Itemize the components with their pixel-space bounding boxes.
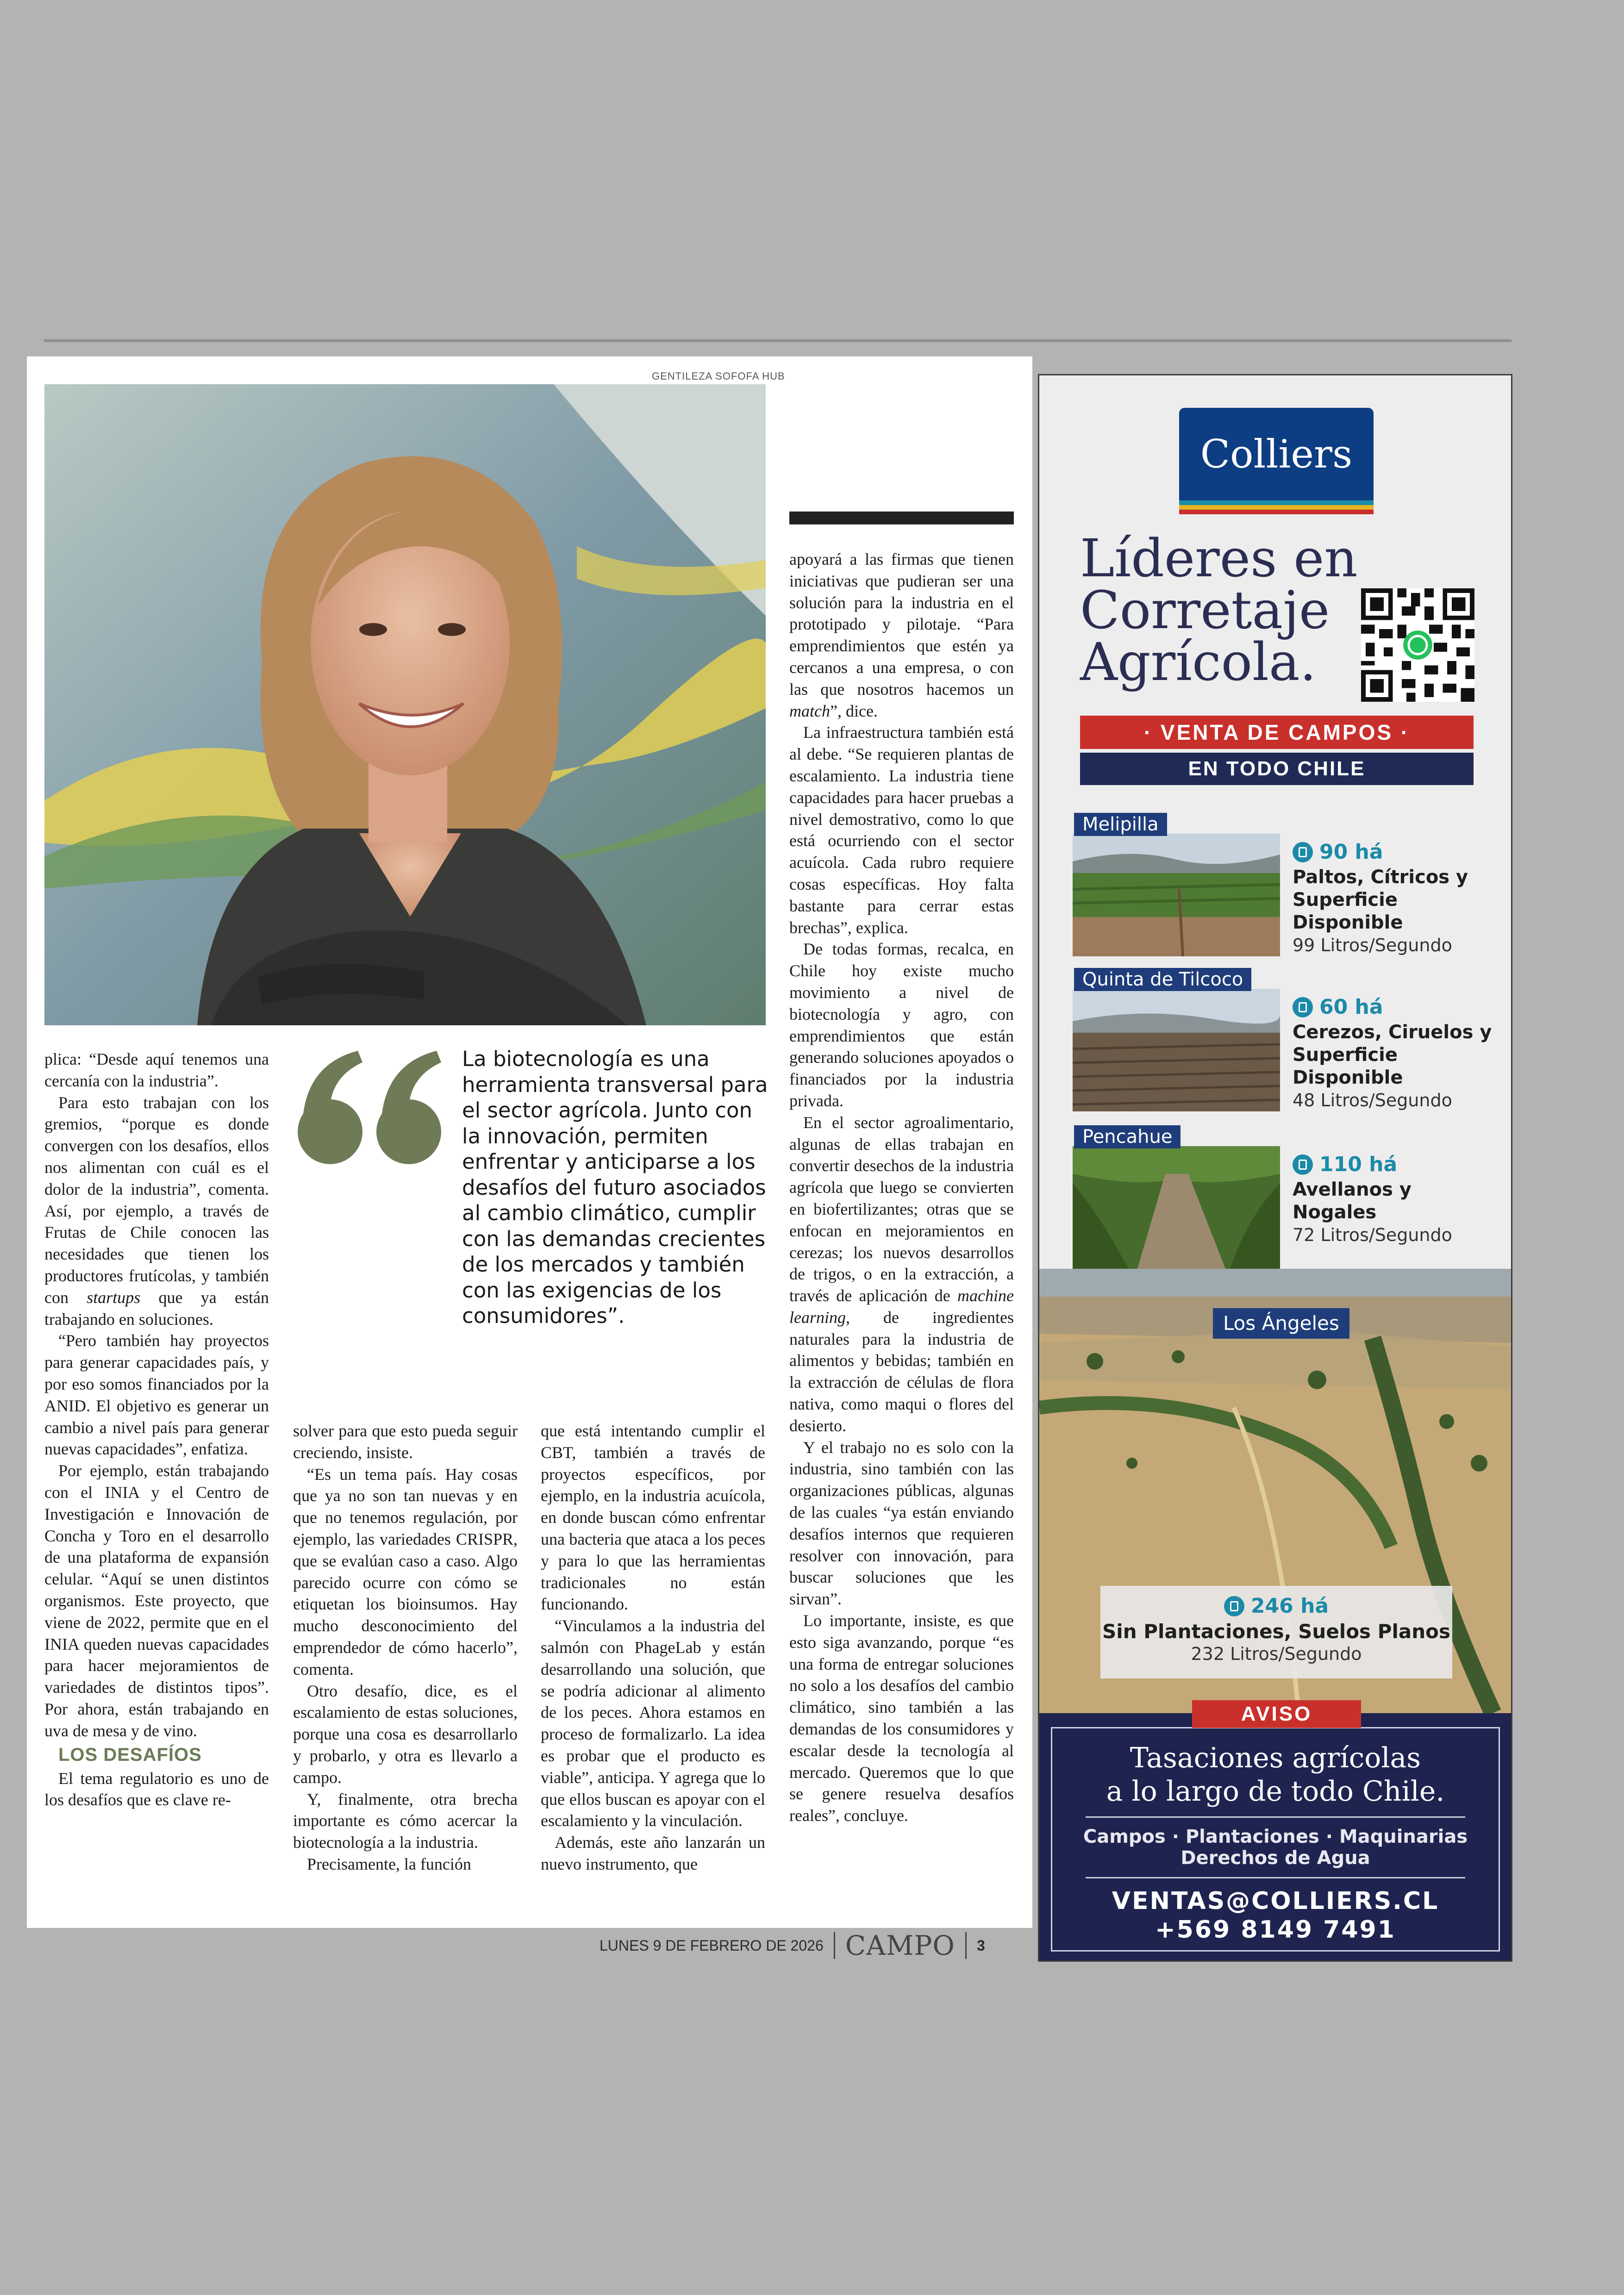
aviso-email[interactable]: VENTAS@COLLIERS.CL	[1112, 1887, 1439, 1915]
paragraph: Para esto trabajan con los gremios, “porque es donde convergen con los desafíos, ellos nos alimentan con cuál es el dolor de la industria”, comenta. Así, por ejemplo, a través de Frutas de Chile conocen las necesidades que tienen los productores frutícolas, y también con startups que ya están trabajando en soluciones.	[44, 1093, 269, 1328]
aviso-box	[1051, 1727, 1500, 1952]
footer-page-number: 3	[976, 1937, 985, 1954]
aviso-divider	[1086, 1816, 1465, 1818]
paragraph: plica: “Desde aquí tenemos una cercanía con la industria”.	[44, 1050, 269, 1090]
area-icon	[1293, 997, 1313, 1017]
paragraph: apoyará a las firmas que tienen iniciativas que pudieran ser una solución para la industria en el prototipado y pilotaje. “Para emprendimientos que estén ya cercanos a una empresa, o con las que nosotros hacemos un match”, dice.	[789, 550, 1014, 720]
pull-quote	[293, 1046, 770, 1407]
listing-description: Cerezos, Ciruelos y Superficie Disponible	[1293, 1022, 1492, 1088]
page-footer	[600, 1929, 985, 1962]
paragraph: “Vinculamos a la industria del salmón con PhageLab y están desarrollando una solución, que se podría adicionar al alimento de los peces. Ahora estamos en proceso de formalizarlo. La idea es probar que el producto es viable”, anticipa. Y agrega que lo que ellos buscan es apoyar con el escalamiento y la vinculación.	[541, 1616, 765, 1830]
area-icon	[1293, 842, 1313, 862]
article-column-3	[541, 1420, 765, 1875]
listing-area: 60 há	[1319, 995, 1383, 1019]
colliers-advertisement	[1038, 374, 1512, 1962]
quote-mark-icon	[293, 1046, 446, 1166]
paragraph: Por ejemplo, están trabajando con el INIA y el Centro de Investigación e Innovación de Concha y Toro en el desarrollo de una plataforma de expansión celular. “Aquí se unen distintos organismos. Este proyecto, que viene de 2022, permite que en el INIA queden nuevas capacidades para hacer mejoramientos de variedades de distintos tipos”. Por ahora, están trabajando en uva de mesa y de vino.	[44, 1461, 269, 1740]
aviso-title: Tasaciones agrícolas a lo largo de todo Chile.	[1106, 1742, 1445, 1808]
article-column-1	[44, 1048, 269, 1809]
paragraph: Y, finalmente, otra brecha importante es cómo acercar la biotecnología a la industria.	[293, 1790, 518, 1852]
qr-code-icon[interactable]	[1361, 588, 1474, 702]
listing-photo	[1073, 1146, 1280, 1269]
top-rule	[44, 339, 1512, 342]
footer-divider	[965, 1932, 967, 1959]
article-page	[27, 356, 1032, 1928]
listing-description: Avellanos y Nogales	[1293, 1179, 1412, 1223]
brand-name: Colliers	[1179, 408, 1374, 500]
paragraph: que está intentando cumplir el CBT, también a través de proyectos específicos, por ejemplo, en la industria acuícola, en donde buscan cómo enfrentar una bacteria que ataca a los peces y para lo que las herramientas tradicionales no están funcionando.	[541, 1422, 765, 1614]
area-icon	[1224, 1596, 1244, 1616]
paragraph: En el sector agroalimentario, algunas de ellas trabajan en convertir desechos de la industria agrícola que luego se convierten en biofertilizantes; otras que se enfocan en mejoramientos en cerezas; los nuevos desarrollos de trigos, o en la extracción, a través de aplicación de machine learning, de ingredientes naturales para la industria de alimentos y bebidas; también en la extracción de células de flora nativa, como maqui o flores del desierto.	[789, 1113, 1014, 1435]
featured-description: Sin Plantaciones, Suelos Planos	[1102, 1620, 1450, 1643]
featured-area: 246 há	[1250, 1594, 1329, 1618]
listing-info	[1293, 838, 1496, 956]
footer-divider	[834, 1932, 835, 1959]
listing-description: Paltos, Cítricos y Superficie Disponible	[1293, 867, 1468, 933]
portrait-photo	[44, 384, 766, 1025]
paragraph: De todas formas, recalca, en Chile hoy existe mucho movimiento a nivel de biotecnología y agro, con emprendimientos que están generando soluciones apoyados o financiados por la industria privada.	[789, 940, 1014, 1110]
listing-area: 90 há	[1319, 840, 1383, 864]
listing-photo	[1073, 989, 1280, 1111]
paragraph: “Pero también hay proyectos para generar capacidades país, y por eso somos financiados por la ANID. El objetivo es generar un cambio a nivel país para generar nuevas capacidades”, enfatiza.	[44, 1331, 269, 1459]
paragraph: Precisamente, la función	[307, 1854, 471, 1873]
listing-water-flow: 48 Litros/Segundo	[1293, 1090, 1452, 1110]
paragraph: Además, este año lanzarán un nuevo instrumento, que	[541, 1833, 765, 1873]
area-icon	[1293, 1154, 1313, 1175]
footer-section: CAMPO	[845, 1930, 955, 1961]
paragraph: La infraestructura también está al debe. “Se requieren plantas de escalamiento. La industria tiene capacidades para hacer pruebas a nivel demostrativo, como lo que está ocurriendo con el sector acuícola. Cada rubro requiere cosas específicas. Hoy falta bastante para cerrar estas brechas”, explica.	[789, 723, 1014, 937]
paragraph: Lo importante, insiste, es que esto siga avanzando, porque “es una forma de entregar soluciones no solo a los desafíos del cambio climático, sino también a las demandas de los consumidores y escalar desde la tecnología al mercado. Queremos que lo que se genere resuelva desafíos reales”, concluye.	[789, 1611, 1014, 1825]
article-column-2	[293, 1420, 518, 1875]
listing-quinta-de-tilcoco[interactable]	[1073, 968, 1492, 1116]
listing-photo	[1073, 834, 1280, 956]
article-column-4	[789, 549, 1014, 1827]
listing-info	[1293, 993, 1496, 1111]
featured-info[interactable]	[1100, 1586, 1452, 1678]
paragraph: Otro desafío, dice, es el escalamiento de estas soluciones, porque una cosa es desarrollarlo y probarlo, y otra es llevarlo a campo.	[293, 1681, 518, 1787]
paragraph: El tema regulatorio es uno de los desafíos que es clave re-	[44, 1769, 269, 1809]
footer-date: LUNES 9 DE FEBRERO DE 2026	[600, 1937, 824, 1954]
listing-location: Pencahue	[1074, 1125, 1181, 1148]
paragraph: “Es un tema país. Hay cosas que ya no son tan nuevas y en que no tenemos regulación, por ejemplo, las variedades CRISPR, que se evalúan caso a caso. Algo parecido ocurre con cómo se etiquetan los bioinsumos. Hay mucho desconocimiento del emprendedor de cómo hacerlo”, comenta.	[293, 1465, 518, 1678]
listing-pencahue[interactable]	[1073, 1125, 1489, 1273]
sale-banner: · VENTA DE CAMPOS ·	[1080, 716, 1474, 749]
column-header-bar	[789, 511, 1014, 524]
featured-water-flow: 232 Litros/Segundo	[1191, 1644, 1362, 1664]
photo-credit: GENTILEZA SOFOFA HUB	[652, 370, 785, 382]
listing-melipilla[interactable]	[1073, 813, 1489, 961]
nationwide-banner: EN TODO CHILE	[1080, 753, 1474, 785]
aviso-categories: Campos · Plantaciones · Maquinarias Derechos de Agua	[1083, 1826, 1468, 1869]
listing-location: Quinta de Tilcoco	[1074, 968, 1251, 991]
pull-quote-text: La biotecnología es una herramienta transversal para el sector agrícola. Junto con la innovación, permiten enfrentar y anticiparse a los desafíos del futuro asociados al cambio climático, cumplir con las demandas crecientes de los mercados y también con las exigencias de los consumidores”.	[462, 1047, 768, 1328]
ad-headline: Líderes en Corretaje Agrícola.	[1080, 529, 1358, 692]
listing-water-flow: 99 Litros/Segundo	[1293, 935, 1452, 955]
paragraph: solver para que esto pueda seguir creciendo, insiste.	[293, 1422, 518, 1462]
section-subhead: LOS DESAFÍOS	[58, 1744, 202, 1765]
aviso-tag: AVISO	[1192, 1700, 1361, 1728]
listing-water-flow: 72 Litros/Segundo	[1293, 1225, 1452, 1245]
aviso-divider	[1086, 1877, 1465, 1878]
paragraph: Y el trabajo no es solo con la industria, sino también con las organizaciones públicas, algunas de las cuales “ya están enviando desafíos internos que requieren resolver con innovación, para buscar soluciones que les sirvan”.	[789, 1438, 1014, 1609]
listing-info	[1293, 1151, 1496, 1246]
colliers-logo	[1179, 408, 1374, 517]
featured-location: Los Ángeles	[1213, 1308, 1349, 1339]
listing-location: Melipilla	[1074, 813, 1167, 836]
aviso-phone[interactable]: +569 8149 7491	[1155, 1916, 1396, 1944]
listing-area: 110 há	[1319, 1153, 1398, 1176]
